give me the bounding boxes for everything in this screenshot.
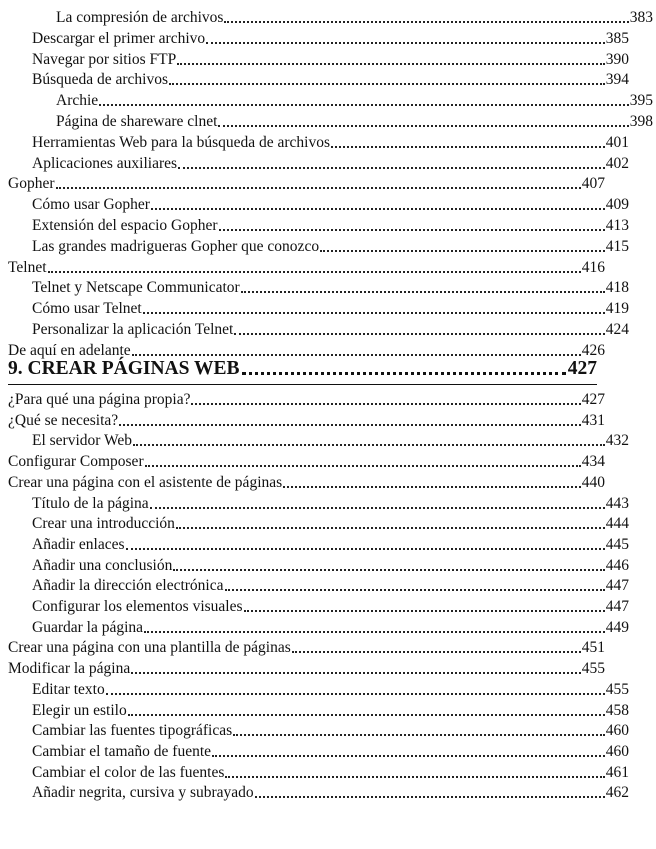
- dot-leader: [224, 18, 628, 23]
- toc-entry-title: Telnet: [8, 258, 47, 276]
- toc-entry-page-number: 394: [605, 71, 629, 89]
- toc-entry: [0, 472, 608, 492]
- toc-entry-title: ¿Qué se necesita?: [8, 411, 119, 429]
- dot-leader: [206, 39, 605, 44]
- toc-entry-title: Telnet y Netscape Communicator: [32, 279, 240, 297]
- dot-leader: [283, 483, 581, 488]
- toc-entry-page-number: 395: [629, 92, 653, 110]
- toc-entry-title: Añadir negrita, cursiva y subrayado: [32, 784, 254, 802]
- toc-entry-title: Crear una página con el asistente de páginas: [8, 473, 283, 491]
- toc-entry-page-number: 455: [581, 660, 605, 678]
- dot-leader: [292, 648, 581, 653]
- toc-entry-title: Elegir un estilo: [32, 701, 127, 719]
- chapter-title: 9. CREAR PÁGINAS WEB: [8, 358, 240, 379]
- toc-entry: [0, 762, 632, 782]
- toc-entry-title: Gopher: [8, 175, 55, 193]
- dot-leader: [331, 143, 605, 148]
- chapter-heading: [0, 354, 600, 380]
- toc-entry-page-number: 432: [605, 432, 629, 450]
- toc-entry: [0, 451, 608, 471]
- toc-entry-title: Cambiar el color de las fuentes: [32, 763, 225, 781]
- toc-entry: [0, 132, 632, 152]
- dot-leader: [242, 369, 566, 375]
- toc-entry-title: Guardar la página: [32, 618, 144, 636]
- toc-entry: [0, 90, 656, 110]
- dot-leader: [119, 421, 581, 426]
- dot-leader: [126, 545, 605, 550]
- dot-leader: [151, 205, 605, 210]
- toc-entry: [0, 236, 632, 256]
- toc-entry: [0, 173, 608, 193]
- dot-leader: [133, 441, 605, 446]
- toc-entry-page-number: 415: [605, 237, 629, 255]
- dot-leader: [225, 586, 605, 591]
- toc-entry: [0, 575, 632, 595]
- dot-leader: [212, 752, 605, 757]
- toc-entry-page-number: 447: [605, 577, 629, 595]
- toc-entry-page-number: 419: [605, 300, 629, 318]
- dot-leader: [128, 711, 605, 716]
- toc-entry: [0, 596, 632, 616]
- toc-entry-page-number: 445: [605, 535, 629, 553]
- dot-leader: [56, 184, 581, 189]
- toc-entry: [0, 215, 632, 235]
- toc-entry-page-number: 460: [605, 742, 629, 760]
- toc-entry-page-number: 462: [605, 784, 629, 802]
- toc-entry-title: Archie: [56, 92, 99, 110]
- toc-entry: [0, 153, 632, 173]
- toc-entry: [0, 534, 632, 554]
- toc-entry-title: Añadir una conclusión: [32, 556, 173, 574]
- dot-leader: [169, 80, 605, 85]
- toc-entry-title: Descargar el primer archivo: [32, 29, 206, 47]
- toc-entry-page-number: 443: [605, 494, 629, 512]
- toc-entry-title: De aquí en adelante: [8, 341, 131, 359]
- toc-entry-page-number: 458: [605, 701, 629, 719]
- chapter-divider: [8, 384, 597, 385]
- toc-entry-title: Herramientas Web para la búsqueda de archivos: [32, 133, 331, 151]
- dot-leader: [145, 462, 581, 467]
- dot-leader: [219, 226, 605, 231]
- toc-entry-title: Crear una introducción: [32, 515, 175, 533]
- toc-entry-title: Página de shareware clnet: [56, 113, 218, 130]
- toc-entry-title: El servidor Web: [32, 432, 133, 450]
- dot-leader: [99, 101, 629, 106]
- toc-entry: [0, 513, 632, 533]
- toc-entry: [0, 679, 632, 699]
- toc-entry: [0, 28, 632, 48]
- dot-leader: [173, 566, 604, 571]
- toc-entry: [0, 277, 632, 297]
- toc-entry-title: Aplicaciones auxiliares: [32, 154, 178, 172]
- toc-entry-page-number: 460: [605, 722, 629, 740]
- toc-entry: [0, 493, 632, 513]
- dot-leader: [177, 60, 605, 65]
- toc-entry-page-number: 413: [605, 217, 629, 234]
- dot-leader: [225, 773, 604, 778]
- toc-entry-page-number: 455: [605, 680, 629, 698]
- dot-leader: [48, 268, 581, 273]
- toc-entry: [0, 700, 632, 720]
- toc-entry-title: Búsqueda de archivos: [32, 71, 169, 89]
- toc-entry-page-number: 424: [605, 321, 629, 338]
- toc-entry: [0, 257, 608, 277]
- toc-entry: [0, 720, 632, 740]
- toc-entry-page-number: 440: [581, 473, 605, 491]
- dot-leader: [218, 122, 628, 127]
- toc-entry-page-number: 427: [581, 391, 605, 408]
- toc-entry: [0, 389, 608, 409]
- toc-entry-title: Cambiar las fuentes tipográficas: [32, 722, 233, 740]
- dot-leader: [320, 247, 605, 252]
- toc-entry: [0, 741, 632, 761]
- toc-entry-page-number: 447: [605, 598, 629, 615]
- toc-entry-title: Cómo usar Gopher: [32, 196, 150, 214]
- toc-entry: [0, 194, 632, 214]
- toc-entry-title: Personalizar la aplicación Telnet: [32, 321, 234, 338]
- toc-entry-page-number: 383: [629, 9, 653, 26]
- chapter-page-number: 427: [567, 358, 597, 379]
- toc-entry: [0, 111, 656, 131]
- dot-leader: [178, 164, 605, 169]
- toc-entry: [0, 617, 632, 637]
- toc-entry-title: Añadir enlaces: [32, 535, 125, 553]
- dot-leader: [234, 330, 604, 335]
- toc-entry-title: Cómo usar Telnet: [32, 300, 142, 318]
- toc-entry: [0, 298, 632, 318]
- toc-entry: [0, 69, 632, 89]
- dot-leader: [106, 690, 605, 695]
- dot-leader: [255, 793, 605, 798]
- toc-entry-title: Las grandes madrigueras Gopher que conozco: [32, 237, 320, 255]
- toc-entry-page-number: 398: [629, 113, 653, 130]
- toc-entry: [0, 658, 608, 678]
- toc-entry: [0, 410, 608, 430]
- toc-entry-page-number: 409: [605, 196, 629, 214]
- toc-entry-page-number: 418: [605, 279, 629, 297]
- toc-entry-page-number: 461: [605, 763, 629, 781]
- toc-entry-title: Configurar los elementos visuales: [32, 598, 243, 615]
- toc-entry-page-number: 431: [581, 411, 605, 429]
- toc-entry-page-number: 434: [581, 453, 605, 471]
- toc-entry-title: Editar texto: [32, 680, 105, 698]
- dot-leader: [176, 524, 605, 529]
- dot-leader: [244, 607, 605, 612]
- toc-entry-title: Crear una página con una plantilla de páginas: [8, 639, 291, 657]
- toc-entry-title: La compresión de archivos: [56, 9, 224, 26]
- dot-leader: [233, 731, 605, 736]
- toc-entry: [0, 7, 656, 27]
- toc-entry-page-number: 385: [605, 29, 629, 47]
- toc-entry-page-number: 449: [605, 618, 629, 636]
- toc-entry-title: Navegar por sitios FTP: [32, 50, 177, 68]
- toc-entry: [0, 782, 632, 802]
- toc-entry-page-number: 426: [581, 341, 605, 359]
- toc-entry-page-number: 416: [581, 258, 605, 276]
- toc-entry-page-number: 451: [581, 639, 605, 657]
- dot-leader: [144, 628, 605, 633]
- dot-leader: [131, 669, 581, 674]
- toc-entry-page-number: 444: [605, 515, 629, 533]
- toc-entry: [0, 555, 632, 575]
- toc-entry-title: Cambiar el tamaño de fuente: [32, 742, 212, 760]
- dot-leader: [143, 309, 605, 314]
- toc-entry-title: Configurar Composer: [8, 453, 144, 471]
- toc-entry: [0, 637, 608, 657]
- toc-entry-title: Modificar la página: [8, 660, 131, 678]
- toc-entry-page-number: 390: [605, 50, 629, 68]
- toc-entry: [0, 430, 632, 450]
- toc-entry-title: ¿Para qué una página propia?: [8, 391, 191, 408]
- dot-leader: [241, 288, 605, 293]
- toc-entry: [0, 49, 632, 69]
- toc-entry-title: Extensión del espacio Gopher: [32, 217, 218, 234]
- toc-entry-page-number: 402: [605, 154, 629, 172]
- toc-entry-title: Añadir la dirección electrónica: [32, 577, 224, 595]
- toc-entry-title: Título de la página: [32, 494, 149, 512]
- dot-leader: [150, 504, 605, 509]
- dot-leader: [191, 400, 580, 405]
- toc-entry: [0, 319, 632, 339]
- toc-entry-page-number: 401: [605, 133, 629, 151]
- toc-entry-page-number: 407: [581, 175, 605, 193]
- toc-entry-page-number: 446: [605, 556, 629, 574]
